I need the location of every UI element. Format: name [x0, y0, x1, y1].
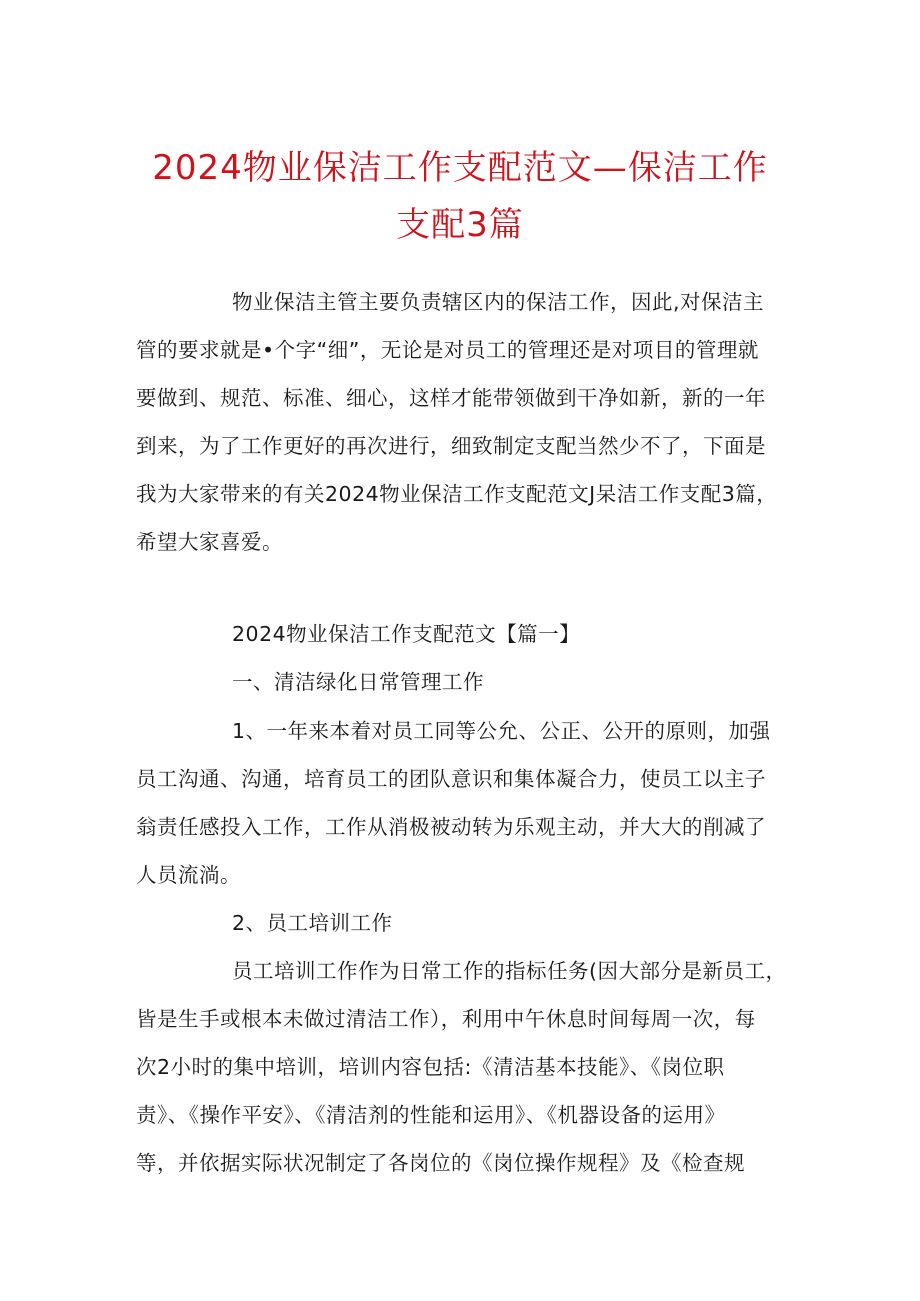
- item2-line-1: 员工培训工作作为日常工作的指标任务(因大部分是新员工，: [232, 959, 787, 983]
- item2-line-4: 责》、《操作平安》、《清洁剂的性能和运用》、《机器设备的运用》: [136, 1103, 726, 1127]
- section-title: 2024物业保洁工作支配范文【篇一】: [232, 622, 581, 646]
- intro-line-4: 到来，为了工作更好的再次进行，细致制定支配当然少不了，下面是: [136, 434, 766, 458]
- item2-line-3: 次2小时的集中培训，培训内容包括:《清洁基本技能》、《岗位职: [136, 1055, 725, 1079]
- intro-line-2: 管的要求就是•个字“细”，无论是对员工的管理还是对项目的管理就: [136, 338, 759, 362]
- item1-line-1: 1、一年来本着对员工同等公允、公正、公开的原则，加强: [232, 719, 771, 743]
- item2-line-5: 等，并依据实际状况制定了各岗位的《岗位操作规程》及《检查规: [136, 1151, 745, 1175]
- intro-line-6: 希望大家喜爱。: [136, 530, 283, 554]
- intro-line-1: 物业保洁主管主要负责辖区内的保洁工作，因此,对保洁主: [232, 290, 765, 314]
- item1-line-4: 人员流淌。: [136, 863, 241, 887]
- document-title-line-1: 2024物业保洁工作支配范文—保洁工作: [152, 148, 768, 188]
- item2-heading: 2、员工培训工作: [232, 911, 393, 935]
- intro-line-5: 我为大家带来的有关2024物业保洁工作支配范文J呆洁工作支配3篇，: [136, 482, 778, 506]
- item2-line-2: 皆是生手或根本未做过清洁工作），利用中午休息时间每周一次，每: [136, 1007, 756, 1031]
- item1-line-2: 员工沟通、沟通，培育员工的团队意识和集体凝合力，使员工以主子: [136, 767, 766, 791]
- subheading-cleaning-greening: 一、清洁绿化日常管理工作: [232, 670, 484, 694]
- document-title-line-2: 支配3篇: [396, 205, 524, 245]
- intro-line-3: 要做到、规范、标准、细心，这样才能带领做到干净如新，新的一年: [136, 386, 766, 410]
- item1-line-3: 翁责任感投入工作，工作从消极被动转为乐观主动，并大大的削减了: [136, 815, 766, 839]
